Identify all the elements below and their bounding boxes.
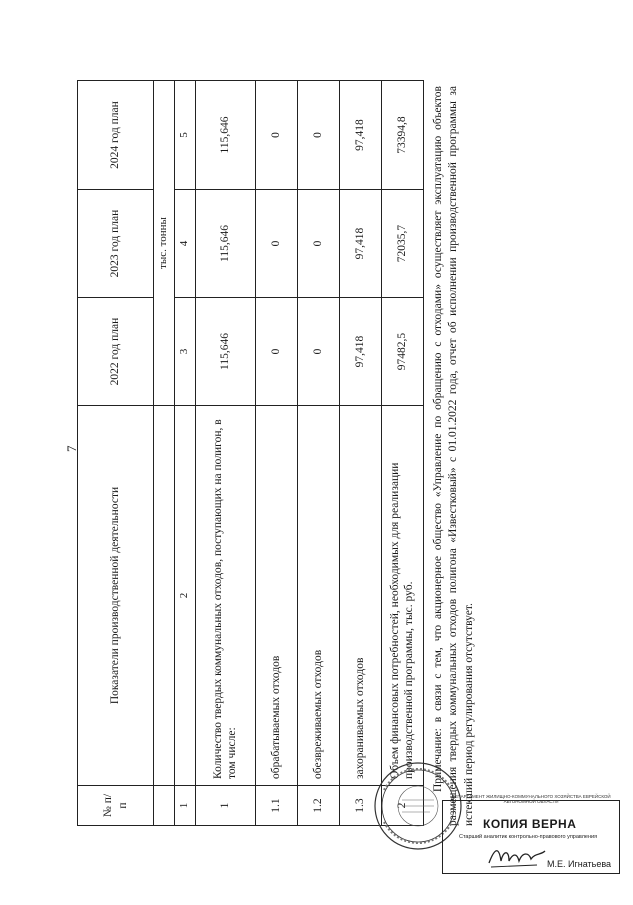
column-index: 4 [174,190,195,298]
table-row [339,81,381,826]
table-row [381,81,423,826]
rotated-content [77,81,557,826]
row-label: обезвреживаемых отходов [297,406,339,786]
table-row [297,81,339,826]
page-number: 7 [64,445,79,452]
note-paragraph: Примечание: в связи с тем, что акционерное общество «Управление по обращению с отходами» осуществляет эксплуатацию объектов размещения твердых коммунальных отходов полигона «Известковый» с 01.01.2022 года, отчет об исполнении производственной программы за истекший период регулирования отсутствует. [431,86,475,826]
column-index: 1 [174,786,195,826]
row-label: Количество твердых коммунальных отходов, поступающих на полигон, в том числе: [195,406,255,786]
header-2022: 2022 год план [78,298,154,406]
header-indicator: Показатели производственной деятельности [78,406,154,786]
table-header-row [78,81,154,826]
value-2022: 97482,5 [381,298,423,406]
value-2022: 97,418 [339,298,381,406]
value-2023: 72035,7 [381,190,423,298]
stamp-org: ДЕПАРТАМЕНТ ЖИЛИЩНО-КОММУНАЛЬНОГО ХОЗЯЙСТВА ЕВРЕЙСКОЙ АВТОНОМНОЙ ОБЛАСТИ [451,794,611,804]
table-row [195,81,255,826]
row-num: 1.2 [297,786,339,826]
value-2024: 97,418 [339,81,381,190]
value-2024: 0 [255,81,297,190]
column-index-row [174,81,195,826]
row-label: захораниваемых отходов [339,406,381,786]
value-2024: 73394,8 [381,81,423,190]
value-2024: 0 [297,81,339,190]
stamp-title: КОПИЯ ВЕРНА [483,817,577,831]
stamp-position: Старший аналитик контрольно-правового управления [459,834,598,840]
production-table [77,80,424,826]
row-num: 2 [381,786,423,826]
signature-icon [487,843,547,871]
row-num: 1.3 [339,786,381,826]
column-index: 5 [174,81,195,190]
value-2024: 115,646 [195,81,255,190]
stamp-name: М.Е. Игнатьева [547,859,612,869]
header-num: № п/п [78,786,154,826]
row-label: Объем финансовых потребностей, необходимых для реализации производственной программы, тыс. руб. [381,406,423,786]
value-2022: 0 [297,298,339,406]
header-2024: 2024 год план [78,81,154,190]
value-2023: 0 [255,190,297,298]
copy-certified-stamp [442,794,620,874]
unit-label: тыс. тонны [154,81,175,406]
row-label: обрабатываемых отходов [255,406,297,786]
table-row [255,81,297,826]
row-num: 1 [195,786,255,826]
unit-row [154,81,175,826]
header-2023: 2023 год план [78,190,154,298]
column-index: 3 [174,298,195,406]
value-2022: 0 [255,298,297,406]
row-num: 1.1 [255,786,297,826]
value-2023: 0 [297,190,339,298]
value-2023: 115,646 [195,190,255,298]
column-index: 2 [174,406,195,786]
value-2022: 115,646 [195,298,255,406]
value-2023: 97,418 [339,190,381,298]
